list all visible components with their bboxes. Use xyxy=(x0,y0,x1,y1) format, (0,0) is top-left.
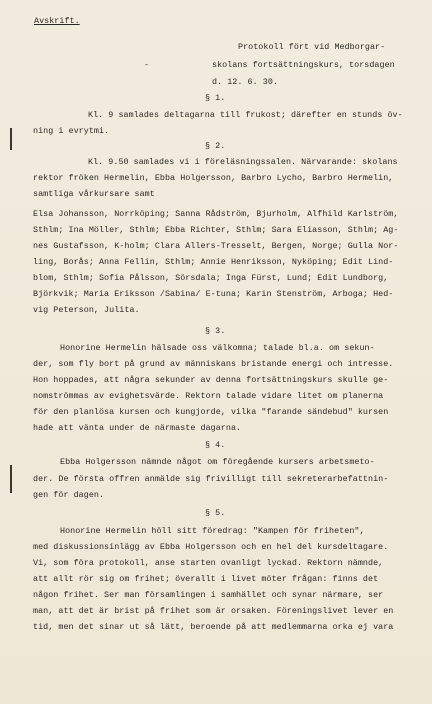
section-mark: § 2. xyxy=(205,141,226,151)
section-line: Honorine Hermelin höll sitt föredrag: "Kampen för friheten", xyxy=(60,526,365,536)
section-line: Björkvik; Maria Eriksson /Sabina/ E-tuna; Karin Stenström, Arboga; Hed- xyxy=(33,289,394,299)
section-line: Sthlm; Ina Möller, Sthlm; Ebba Richter, Sthlm; Sara Eliasson, Sthlm; Ag- xyxy=(33,225,399,235)
protocol-heading-line: skolans fortsättningskurs, torsdagen xyxy=(212,60,395,70)
stray-dash: - xyxy=(144,60,150,70)
section-mark: § 5. xyxy=(205,508,226,518)
section-line: tid, men det sinar ut så lätt, beroende på att medlemmarna orka ej vara xyxy=(33,622,394,632)
section-line: hade att vänta under de närmaste dagarna. xyxy=(33,423,242,433)
section-line: blom, Sthlm; Sofia Pålsson, Sörsdala; Inga Fürst, Lund; Edit Lundborg, xyxy=(33,273,389,283)
section-line: man, att det är brist på frihet som är orsaken. Föreningslivet lever en xyxy=(33,606,394,616)
margin-mark xyxy=(10,128,12,150)
protocol-date: d. 12. 6. 30. xyxy=(212,77,278,87)
section-line: gen för dagen. xyxy=(33,490,105,500)
section-line: samtliga vårkursare samt xyxy=(33,189,155,199)
section-line: Ebba Holgersson nämnde något om föregående kursers arbetsmeto- xyxy=(60,457,375,467)
section-line: att allt rör sig om frihet; överallt i livet möter frågan: finns det xyxy=(33,574,379,584)
section-line: någon frihet. Ser man församlingen i samhället och synar närmare, ser xyxy=(33,590,384,600)
protocol-heading-line: Protokoll fört vid Medborgar- xyxy=(238,42,386,52)
section-line: rektor fröken Hermelin, Ebba Holgersson, Barbro Lycho, Barbro Hermelin, xyxy=(33,173,394,183)
section-mark: § 1. xyxy=(205,93,226,103)
section-line: ling, Borås; Anna Fellin, Sthlm; Annie Henriksson, Nyköping; Edit Lind- xyxy=(33,257,394,267)
section-line: nomströmmas av evighetsvärde. Rektorn talade vidare litet om planerna xyxy=(33,391,384,401)
section-line: Kl. 9.50 samlades vi i föreläsningssalen. Närvarande: skolans xyxy=(88,157,398,167)
section-line: nes Gustafsson, K-holm; Clara Allers-Tresselt, Bergen, Norge; Gulla Nor- xyxy=(33,241,399,251)
section-line: vig Peterson, Julita. xyxy=(33,305,140,315)
section-line: Honorine Hermelin hälsade oss välkomna; talade bl.a. om sekun- xyxy=(60,343,375,353)
section-line: Hon hoppades, att några sekunder av denna fortsättningskurs skulle ge- xyxy=(33,375,389,385)
section-line: för den planlösa kursen och kungjorde, vilka "farande sändebud" kursen xyxy=(33,407,389,417)
section-mark: § 4. xyxy=(205,440,226,450)
section-mark: § 3. xyxy=(205,326,226,336)
margin-mark xyxy=(10,465,12,493)
section-line: ning i evrytmi. xyxy=(33,126,110,136)
section-line: Elsa Johansson, Norrköping; Sanna Rådström, Bjurholm, Alfhild Karlström, xyxy=(33,209,399,219)
section-line: Kl. 9 samlades deltagarna till frukost; därefter en stunds öv- xyxy=(88,110,403,120)
section-line: med diskussionsinlägg av Ebba Holgersson och en hel del kursdeltagare. xyxy=(33,542,389,552)
section-line: der, som fly bort på grund av människans bristande energi och intresse. xyxy=(33,359,394,369)
document-title: Avskrift. xyxy=(34,16,80,26)
section-line: der. De första offren anmälde sig frivilligt till sekreterarbefattnin- xyxy=(33,474,389,484)
section-line: Vi, som föra protokoll, anse starten ovanligt lyckad. Rektorn nämnde, xyxy=(33,558,384,568)
